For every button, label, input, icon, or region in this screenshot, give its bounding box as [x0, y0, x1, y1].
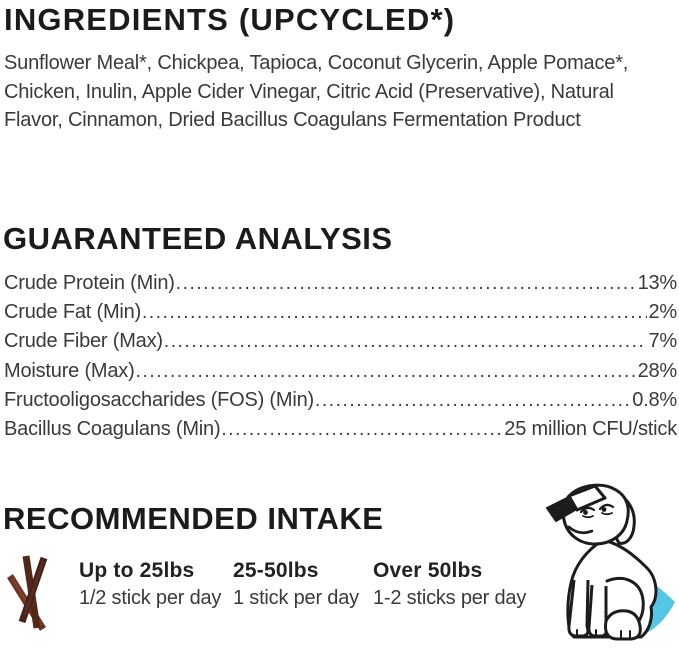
- guaranteed-analysis-title: GUARANTEED ANALYSIS: [3, 221, 393, 256]
- intake-dose: 1-2 sticks per day: [373, 587, 527, 609]
- analysis-value: 25 million CFU/stick: [504, 418, 677, 441]
- analysis-label: Moisture (Max): [4, 359, 135, 382]
- analysis-row-crude-fiber: [4, 327, 677, 356]
- dot-leader: [315, 386, 631, 415]
- recommended-intake-title: RECOMMENDED INTAKE: [3, 501, 384, 536]
- analysis-value: 0.8%: [632, 388, 677, 411]
- analysis-row-crude-protein: [4, 269, 677, 298]
- intake-weight-range: Up to 25lbs: [79, 559, 195, 582]
- intake-dose: 1 stick per day: [233, 587, 359, 609]
- intake-weight-range: 25-50lbs: [233, 559, 319, 582]
- dot-leader: [221, 415, 503, 444]
- intake-weight-range: Over 50lbs: [373, 559, 483, 582]
- analysis-value: 2%: [648, 301, 677, 324]
- analysis-label: Bacillus Coagulans (Min): [4, 418, 221, 441]
- analysis-row-crude-fat: [4, 298, 677, 327]
- intake-column-large-dog: [373, 559, 526, 610]
- dot-leader: [136, 357, 637, 386]
- analysis-row-fos: [4, 386, 677, 415]
- ingredients-title: INGREDIENTS (UPCYCLED*): [4, 2, 456, 37]
- intake-column-medium-dog: [233, 559, 359, 610]
- dot-leader: [176, 269, 637, 298]
- analysis-label: Crude Fat (Min): [4, 301, 142, 324]
- dot-leader: [164, 327, 648, 356]
- treat-sticks-icon: [3, 549, 65, 633]
- ingredients-list: Sunflower Meal*, Chickpea, Tapioca, Coconut Glycerin, Apple Pomace*, Chicken, Inulin, Apple Cider Vinegar, Citric Acid (Preservative), Natural Flavor, Cinnamon, Dried Bacillus Coagulans Fermentation Product: [4, 52, 629, 131]
- analysis-value: 7%: [648, 330, 677, 353]
- analysis-row-moisture: [4, 357, 677, 386]
- dog-mascot-icon: [543, 482, 679, 644]
- analysis-value: 28%: [637, 359, 677, 382]
- guaranteed-analysis-table: [4, 269, 677, 444]
- analysis-label: Crude Protein (Min): [4, 272, 175, 294]
- analysis-row-bacillus-coagulans: [4, 415, 677, 444]
- intake-column-small-dog: [79, 559, 221, 610]
- analysis-value: 13%: [637, 272, 677, 294]
- analysis-label: Crude Fiber (Max): [4, 330, 163, 353]
- dot-leader: [142, 298, 647, 327]
- analysis-label: Fructooligosaccharides (FOS) (Min): [4, 388, 314, 411]
- intake-dose: 1/2 stick per day: [79, 587, 222, 609]
